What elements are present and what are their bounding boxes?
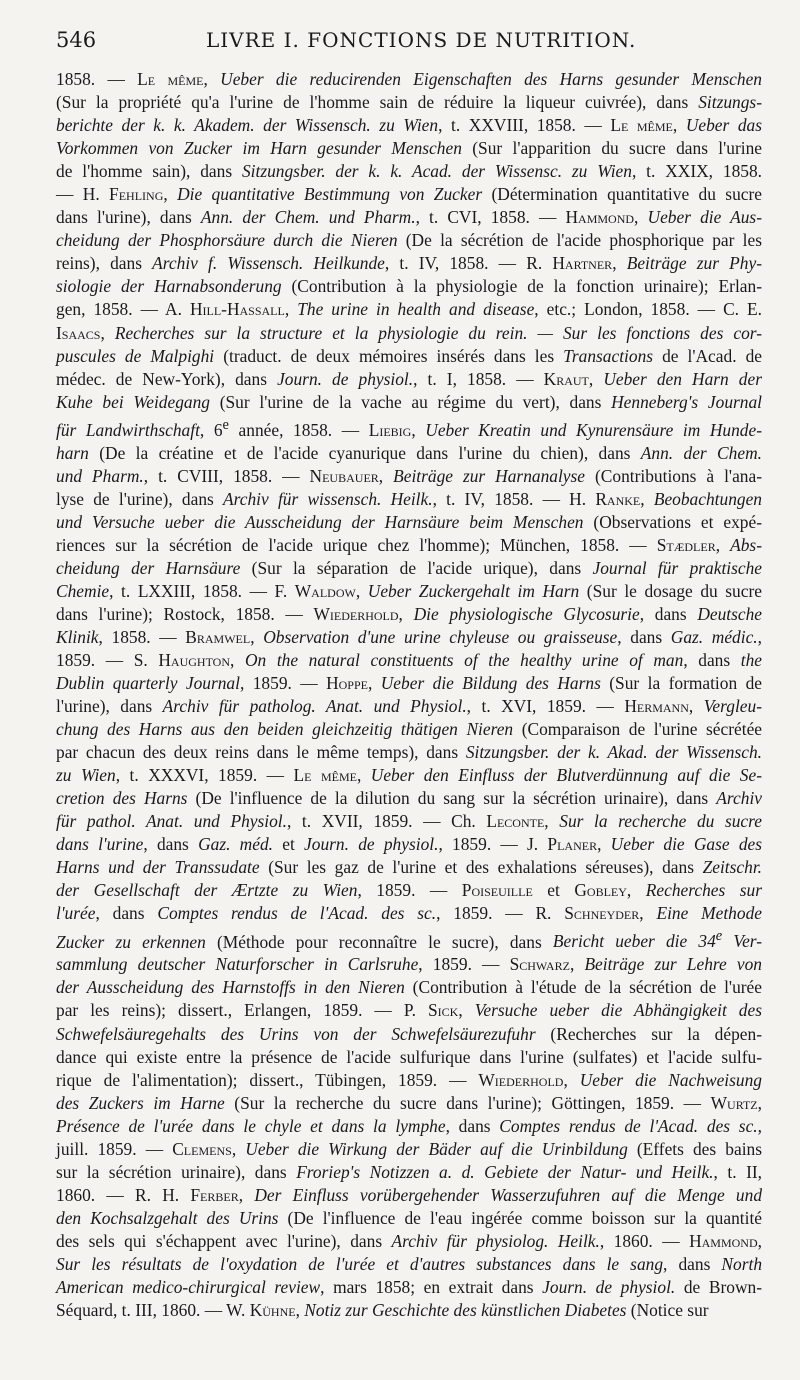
text-line: par les reins); dissert., Erlangen, 1859. — P. Sick, Versuche ueber die Abhängigkeit des (56, 1000, 762, 1021)
text-line: sammlung deutscher Naturforscher in Carlsruhe, 1859. — Schwarz, Beiträge zur Lehre von (56, 954, 763, 975)
text-line: und Pharm., t. CVIII, 1858. — Neubauer, Beiträge zur Harnanalyse (Contributions à l'ana- (56, 465, 762, 486)
text-line: cheidung der Phosphorsäure durch die Nieren (De la sécrétion de l'acide phosphorique par les (56, 230, 762, 251)
text-line: und Versuche ueber die Ausscheidung der Harnsäure beim Menschen (Observations et expé- (56, 511, 762, 532)
text-line: 1858. — Le même, Ueber die reducirenden Eigenschaften des Harns gesunder Menschen (56, 69, 762, 89)
text-line: der Gesellschaft der Ærtzte zu Wien, 1859. — Poiseuille et Gobley, Recherches sur (56, 880, 762, 901)
text-line: harn (De la créatine et de l'acide cyanurique dans l'urine du chien), dans Ann. der Chem. (56, 442, 762, 463)
text-line: Isaacs, Recherches sur la structure et la physiologie du rein. — Sur les fonctions des cor- (56, 322, 762, 343)
text-line: den Kochsalzgehalt des Urins (De l'influence de l'eau ingérée comme boisson sur la quantité (56, 1207, 762, 1228)
text-line: médec. de New-York), dans Journ. de physiol., t. I, 1858. — Kraut, Ueber den Harn der (56, 368, 762, 389)
text-line: de l'homme sain), dans Sitzungsber. der k. k. Acad. der Wissensc. zu Wien, t. XXIX, 1858. (56, 161, 762, 182)
text-line: zu Wien, t. XXXVI, 1859. — Le même, Ueber den Einfluss der Blutverdünnung auf die Se- (56, 765, 762, 786)
text-line: Kuhe bei Weidegang (Sur l'urine de la vache au régime du vert), dans Henneberg's Journal (56, 391, 763, 412)
text-line: puscules de Malpighi (traduct. de deux mémoires insérés dans les Transactions de l'Acad. de (56, 345, 762, 366)
text-line: rique de l'alimentation); dissert., Tübingen, 1859. — Wiederhold, Ueber die Nachweisung (56, 1069, 762, 1090)
text-line: für Landwirthschaft, 6e année, 1858. — Liebig, Ueber Kreatin und Kynurensäure im Hunde- (56, 416, 762, 440)
text-line: l'urine), dans Archiv für patholog. Anat. und Physiol., t. XVI, 1859. — Hermann, Vergleи- (56, 696, 762, 717)
text-line: American medico-chirurgical review, mars 1858; en extrait dans Journ. de physiol. de Brown- (56, 1277, 762, 1298)
text-line: juill. 1859. — Clemens, Ueber die Wirkung der Bäder auf die Urinbildung (Effets des bains (56, 1138, 762, 1159)
bibliography-text (56, 68, 762, 1322)
page-number: 546 (56, 28, 97, 52)
text-line: cheidung der Harnsäure (Sur la séparation de l'acide urique), dans Journal für praktische (56, 557, 763, 578)
text-line: berichte der k. k. Akadem. der Wissensch. zu Wien, t. XXVIII, 1858. — Le même, Ueber das (56, 115, 763, 136)
text-line: Séquard, t. III, 1860. — W. Kühne, Notiz zur Geschichte des künstlichen Diabetes (Notice sur (56, 1300, 709, 1321)
text-line: Schwefelsäuregehalts des Urins von der Schwefelsäurezufuhr (Recherches sur la dépen- (56, 1023, 762, 1044)
text-line: chung des Harns aus den beiden gleichzeitig thätigen Nieren (Comparaison de l'urine sécrétée (56, 719, 763, 740)
text-line: dance qui existe entre la présence de l'acide sulfurique dans l'urine (sulfates) et l'acide sulfu- (56, 1046, 762, 1067)
text-line: Harns und der Transsudate (Sur les gaz de l'urine et des exhalations séreuses), dans Zeitschr. (56, 857, 763, 878)
text-line: der Ausscheidung des Harnstoffs in den Nieren (Contribution à l'étude de la sécrétion de l'urée (56, 977, 762, 998)
text-line: Chemie, t. LXXIII, 1858. — F. Waldow, Ueber Zuckergehalt im Harn (Sur le dosage du sucre (56, 580, 762, 601)
text-line: Présence de l'urée dans le chyle et dans la lymphe, dans Comptes rendus de l'Acad. des sc., (56, 1115, 762, 1136)
text-line: des Zuckers im Harne (Sur la recherche du sucre dans l'urine); Göttingen, 1859. — Wurtz, (56, 1092, 762, 1113)
text-line: dans l'urine), dans Ann. der Chem. und Pharm., t. CVI, 1858. — Hammond, Ueber die Aus- (56, 207, 762, 228)
text-line: 1860. — R. H. Ferber, Der Einfluss vorübergehender Wasserzufuhren auf die Menge und (56, 1184, 763, 1205)
text-line: für pathol. Anat. und Physiol., t. XVII, 1859. — Ch. Leconte, Sur la recherche du sucre (56, 811, 762, 832)
text-line: lyse de l'urine), dans Archiv für wissensch. Heilk., t. IV, 1858. — H. Ranke, Beobachtungen (56, 488, 763, 509)
text-line: Sur les résultats de l'oxydation de l'urée et d'autres substances dans le sang, dans North (56, 1253, 763, 1274)
text-line: l'urée, dans Comptes rendus de l'Acad. des sc., 1859. — R. Schneyder, Eine Methode (56, 903, 762, 924)
text-line: Vorkommen von Zucker im Harn gesunder Menschen (Sur l'apparition du sucre dans l'urine (56, 138, 762, 159)
text-line: dans l'urine, dans Gaz. méd. et Journ. de physiol., 1859. — J. Planer, Ueber die Gase des (56, 834, 763, 855)
page-header (56, 28, 762, 68)
text-line: Dublin quarterly Journal, 1859. — Hoppe, Ueber die Bildung des Harns (Sur la formation de (56, 673, 762, 694)
text-line: gen, 1858. — A. Hill-Hassall, The urine in health and disease, etc.; London, 1858. — C. E. (56, 299, 762, 320)
text-line: (Sur la propriété qu'a l'urine de l'homme sain de réduire la liqueur cuivrée), dans Sitzungs- (56, 92, 762, 113)
text-line: Zucker zu erkennen (Méthode pour reconnaître le sucre), dans Bericht ueber die 34e Ver- (56, 928, 763, 952)
text-line: siologie der Harnabsonderung (Contribution à la physiologie de la fonction urinaire); Erlan- (56, 276, 762, 297)
running-title: LIVRE I. FONCTIONS DE NUTRITION. (206, 28, 637, 52)
text-line: des sels qui s'échappent avec l'urine), dans Archiv für physiolog. Heilk., 1860. — Hammond, (56, 1230, 762, 1251)
text-line: par chacun des deux reins dans le même temps), dans Sitzungsber. der k. Akad. der Wissensch. (56, 742, 762, 763)
text-line: reins), dans Archiv f. Wissensch. Heilkunde, t. IV, 1858. — R. Hartner, Beiträge zur Phy- (56, 253, 762, 274)
text-line: Klinik, 1858. — Bramwel, Observation d'une urine chyleuse ou graisseuse, dans Gaz. médic., (56, 626, 762, 647)
text-line: cretion des Harns (De l'influence de la dilution du sang sur la sécrétion urinaire), dans Archiv (56, 788, 762, 809)
text-line: — H. Fehling, Die quantitative Bestimmung von Zucker (Détermination quantitative du sucre (56, 184, 762, 205)
text-line: dans l'urine); Rostock, 1858. — Wiederhold, Die physiologische Glycosurie, dans Deutsche (56, 603, 763, 624)
text-line: riences sur la sécrétion de l'acide urique chez l'homme); München, 1858. — Stædler, Abs- (56, 534, 762, 555)
text-line: 1859. — S. Haughton, On the natural constituents of the healthy urine of man, dans the (56, 649, 762, 670)
text-line: sur la sécrétion urinaire), dans Froriep's Notizzen a. d. Gebiete der Natur- und Heilk., t. II, (56, 1161, 762, 1182)
